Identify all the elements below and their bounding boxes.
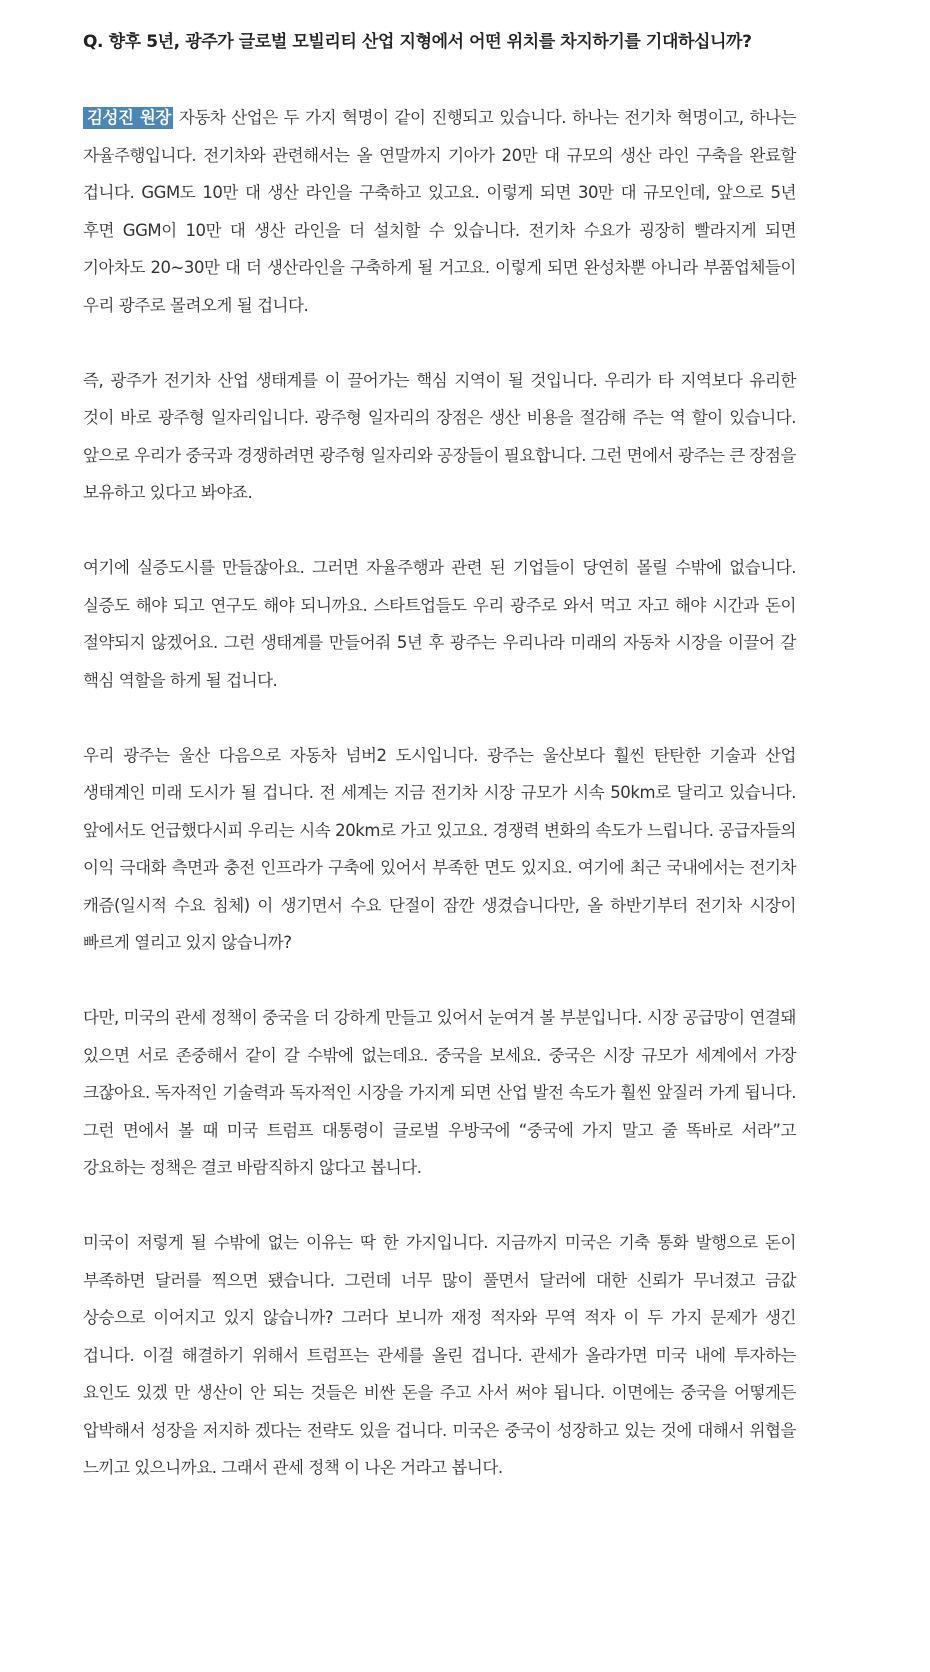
speaker-label: 김성진 원장 — [83, 107, 173, 129]
answer-paragraph-6: 미국이 저렇게 될 수밖에 없는 이유는 딱 한 가지입니다. 지금까지 미국은 기축 통화 발행으로 돈이 부족하면 달러를 찍으면 됐습니다. 그런데 너무 많이 풀면서 달러에 대한 신뢰가 무너졌고 금값 상승으로 이어지고 있지 않습니까? 그러다 보니까 재정 적자와 무역 적자 이 두 가지 문제가 생긴 겁니다. 이걸 해결하기 위해서 트럼프는 관세를 올린 겁니다. 관세가 올라가면 미국 내에 투자하는 요인도 있겠 만 생산이 안 되는 것들은 비싼 돈을 주고 사서 써야 됩니다. 이면에는 중국을 어떻게든 압박해서 성장을 저지하 겠다는 전략도 있을 겁니다. 미국은 중국이 성장하고 있는 것에 대해서 위협을 느끼고 있으니까요. 그래서 관세 정책 이 나온 거라고 봅니다. — [83, 1233, 796, 1477]
answer-text-1: 자동차 산업은 두 가지 혁명이 같이 진행되고 있습니다. 하나는 전기차 혁명이고, 하나는 자율주행입니다. 전기차와 관련해서는 올 연말까지 기아가 20만 대 규모의 생산 라인 구축을 완료할 겁니다. GGM도 10만 대 생산 라인을 구축하고 있고요. 이렇게 되면 30만 대 규모인데, 앞으로 5년 후면 GGM이 10만 대 생산 라인을 더 설치할 수 있습니다. 전기차 수요가 굉장히 빨라지게 되면 기아차도 20~30만 대 더 생산라인을 구축하게 될 거고요. 이렇게 되면 완성차뿐 아니라 부품업체들이 우리 광주로 몰려오게 될 겁니다. — [83, 108, 796, 315]
answer-paragraph-2: 즉, 광주가 전기차 산업 생태계를 이 끌어가는 핵심 지역이 될 것입니다. 우리가 타 지역보다 유리한 것이 바로 광주형 일자리입니다. 광주형 일자리의 장점은 생산 비용을 절감해 주는 역 할이 있습니다. 앞으로 우리가 중국과 경쟁하려면 광주형 일자리와 공장들이 필요합니다. 그런 면에서 광주는 큰 장점을 보유하고 있다고 봐야죠. — [83, 370, 796, 502]
answer-paragraph-3: 여기에 실증도시를 만들잖아요. 그러면 자율주행과 관련 된 기업들이 당연히 몰릴 수밖에 없습니다. 실증도 해야 되고 연구도 해야 되니까요. 스타트업들도 우리 광주로 와서 먹고 자고 해야 시간과 돈이 절약되지 않겠어요. 그런 생태계를 만들어줘 5년 후 광주는 우리나라 미래의 자동차 시장을 이끌어 갈 핵심 역할을 하게 될 겁니다. — [83, 558, 796, 690]
answer-paragraph-5: 다만, 미국의 관세 정책이 중국을 더 강하게 만들고 있어서 눈여겨 볼 부분입니다. 시장 공급망이 연결돼 있으면 서로 존중해서 같이 갈 수밖에 없는데요. 중국을 보세요. 중국은 시장 규모가 세계에서 가장 크잖아요. 독자적인 기술력과 독자적인 시장을 가지게 되면 산업 발전 속도가 훨씬 앞질러 가게 됩니다. 그런 면에서 볼 때 미국 트럼프 대통령이 글로벌 우방국에 “중국에 가지 말고 줄 똑바로 서라”고 강요하는 정책은 결코 바람직하지 않다고 봅니다. — [83, 1008, 796, 1177]
article-body — [83, 24, 796, 1524]
answer-paragraph-1 — [83, 99, 796, 324]
answer-paragraph-4: 우리 광주는 울산 다음으로 자동차 넘버2 도시입니다. 광주는 울산보다 훨씬 탄탄한 기술과 산업 생태계인 미래 도시가 될 겁니다. 전 세계는 지금 전기차 시장 규모가 시속 50km로 달리고 있습니다. 앞에서도 언급했다시피 우리는 시속 20km로 가고 있고요. 경쟁력 변화의 속도가 느립니다. 공급자들의 이익 극대화 측면과 충전 인프라가 구축에 있어서 부족한 면도 있지요. 여기에 최근 국내에서는 전기차 캐즘(일시적 수요 침체) 이 생기면서 수요 단절이 잠깐 생겼습니다만, 올 하반기부터 전기차 시장이 빠르게 열리고 있지 않습니까? — [83, 745, 796, 952]
interview-question: Q. 향후 5년, 광주가 글로벌 모빌리티 산업 지형에서 어떤 위치를 차지하기를 기대하십니까? — [83, 32, 752, 52]
